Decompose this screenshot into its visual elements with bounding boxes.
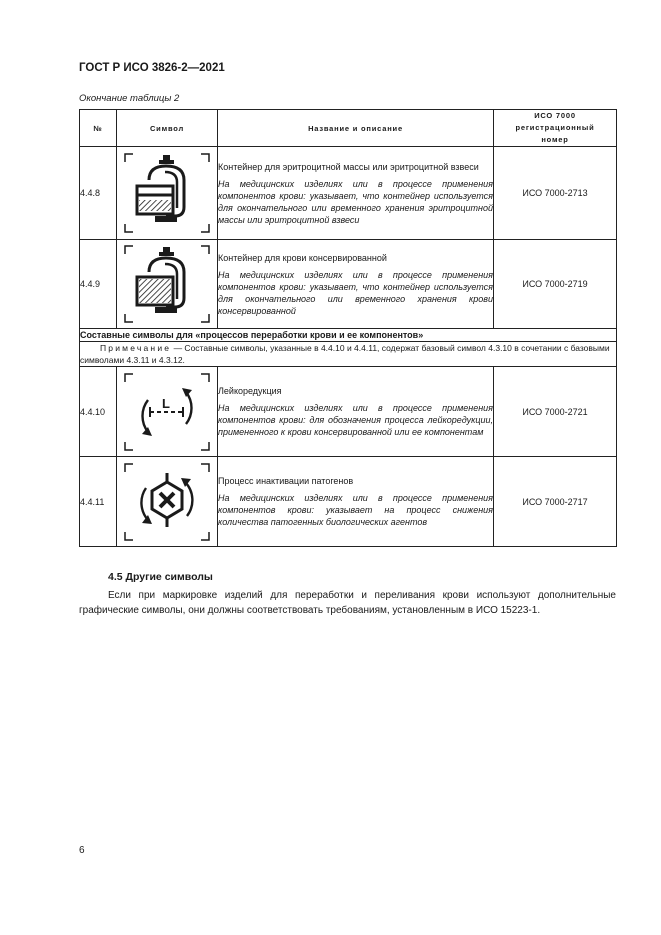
- section-4-5-title: 4.5 Другие символы: [108, 571, 213, 583]
- section-note: [80, 342, 617, 367]
- header-reg: [494, 110, 617, 147]
- row-num: 4.4.8: [80, 147, 117, 240]
- red-cell-container-icon: [121, 150, 213, 236]
- symbols-table: [79, 109, 617, 547]
- table-row: [80, 240, 617, 329]
- row-symbol: [117, 147, 218, 240]
- row-description: [218, 147, 494, 240]
- section-4-5-paragraph: Если при маркировке изделий для переработки и переливания крови используют дополнительные графические символы, они должны соответствовать требованиям, установленным в ИСО 15223-1.: [79, 590, 616, 616]
- note-label: Примечание: [100, 343, 172, 353]
- header-num: №: [80, 110, 117, 147]
- row-body: На медицинских изделиях или в процессе применения компонентов крови: указывает на процесс снижения количества патогенных биологических агентов: [218, 493, 493, 527]
- table-row: [80, 147, 617, 240]
- row-num: 4.4.11: [80, 457, 117, 547]
- leukoreduction-icon: [121, 370, 213, 454]
- row-title: Процесс инактивации патогенов: [218, 476, 354, 486]
- section-row: [80, 329, 617, 342]
- row-title: Контейнер для крови консервированной: [218, 252, 387, 263]
- header-symbol: Символ: [117, 110, 218, 147]
- document-header: ГОСТ Р ИСО 3826-2—2021: [79, 62, 225, 74]
- header-reg-line2: регистрационный: [515, 123, 595, 132]
- header-name: Название и описание: [218, 110, 494, 147]
- row-description: [218, 240, 494, 329]
- header-reg-line1: ИСО 7000: [534, 111, 576, 120]
- row-num: 4.4.10: [80, 367, 117, 457]
- note-row: [80, 342, 617, 367]
- table-row: [80, 457, 617, 547]
- table-caption: Окончание таблицы 2: [79, 93, 180, 104]
- row-title: Контейнер для эритроцитной массы или эритроцитной взвеси: [218, 161, 479, 172]
- row-reg: ИСО 7000-2717: [494, 457, 617, 547]
- icon-letter-l: L: [162, 395, 170, 411]
- page-number: 6: [79, 845, 85, 856]
- row-reg: ИСО 7000-2721: [494, 367, 617, 457]
- row-body: На медицинских изделиях или в процессе применения компонентов крови: указывает, что контейнер используется для окончательного или временного хранения крови консервированной: [218, 269, 493, 316]
- row-reg: ИСО 7000-2719: [494, 240, 617, 329]
- row-body: На медицинских изделиях или в процессе применения компонентов крови: для обозначения процесса лейкоредукции, примененного к крови консервированной или ее компонентам: [218, 403, 493, 437]
- row-description: [218, 367, 494, 457]
- row-reg: ИСО 7000-2713: [494, 147, 617, 240]
- row-body: На медицинских изделиях или в процессе применения компонентов крови: указывает, что контейнер используется для окончательного или временного хранения эритроцитной массы или эритроцитной взвеси: [218, 178, 493, 225]
- note-text: — Составные символы, указанные в 4.4.10 и 4.4.11, содержат базовый символ 4.3.10 в сочетании с базовыми символами 4.3.11 и 4.3.12.: [80, 343, 610, 365]
- header-reg-line3: номер: [541, 135, 569, 144]
- row-symbol: [117, 240, 218, 329]
- row-title: Лейкоредукция: [218, 386, 282, 396]
- section-title: Составные символы для «процессов переработки крови и ее компонентов»: [80, 329, 617, 342]
- table-row: [80, 367, 617, 457]
- row-symbol: [117, 367, 218, 457]
- row-symbol: [117, 457, 218, 547]
- whole-blood-container-icon: [121, 242, 213, 326]
- pathogen-inactivation-icon: [121, 460, 213, 544]
- row-description: [218, 457, 494, 547]
- table-header-row: [80, 110, 617, 147]
- row-num: 4.4.9: [80, 240, 117, 329]
